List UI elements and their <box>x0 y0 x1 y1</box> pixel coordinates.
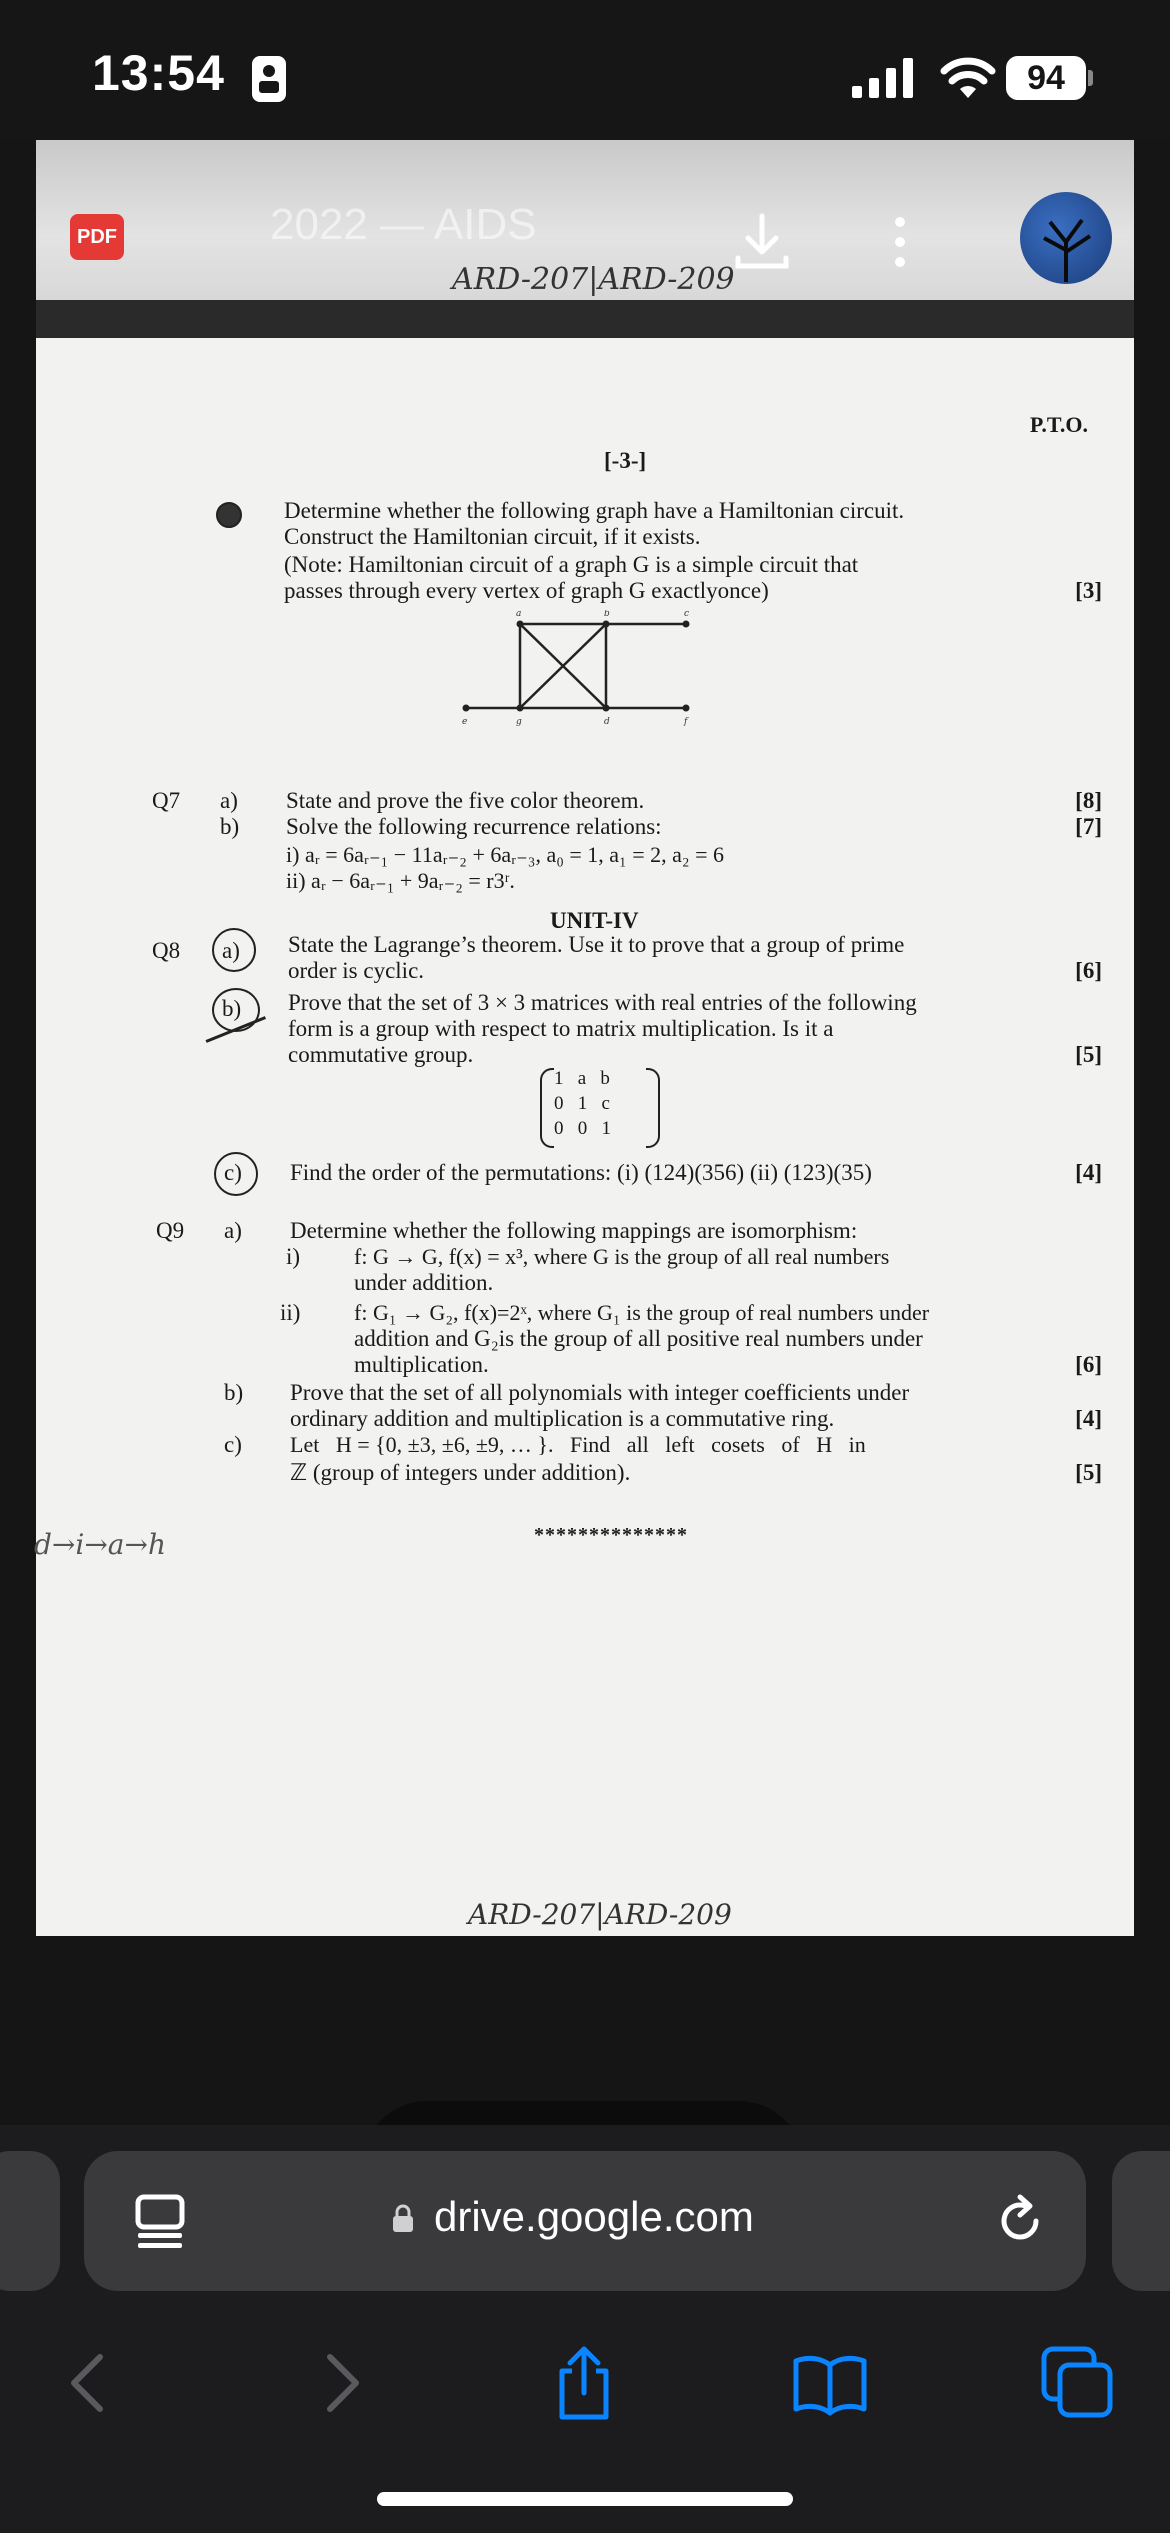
q6-line: passes through every vertex of graph G exactlyonce) <box>284 578 769 603</box>
q7-label: Q7 <box>152 788 181 813</box>
battery-level: 94 <box>1006 56 1086 100</box>
q7b-marks: [7] <box>1075 814 1102 839</box>
q8a-marks: [6] <box>1075 958 1102 983</box>
q9a-ii-line: f: G₁ → G₂, f(x)=2ˣ, where G₁ is the group of real numbers under <box>354 1300 930 1325</box>
share-icon[interactable] <box>544 2343 624 2423</box>
reload-icon[interactable] <box>990 2191 1050 2251</box>
q9a-i-line: f: G → G, f(x) = x³, where G is the group of all real numbers <box>354 1244 890 1269</box>
page-menu-icon[interactable] <box>134 2193 186 2249</box>
q7a-text: State and prove the five color theorem. <box>286 788 645 813</box>
q9-label: Q9 <box>156 1218 185 1243</box>
pdf-viewer[interactable] <box>0 140 1170 2125</box>
q8a-line: State the Lagrange’s theorem. Use it to prove that a group of prime <box>288 932 905 957</box>
graph-vertex-label: f <box>684 717 688 727</box>
q8a-line: order is cyclic. <box>288 958 425 983</box>
q8b-line: commutative group. <box>288 1042 474 1067</box>
matrix-row: 1 a b <box>554 1068 610 1089</box>
q7a-label: a) <box>220 788 238 813</box>
previous-tab-preview[interactable] <box>0 2151 60 2291</box>
q6-line: (Note: Hamiltonian circuit of a graph G is a simple circuit that <box>284 552 859 577</box>
q8c-text: Find the order of the permutations: (i) (124)(356) (ii) (123)(35) <box>290 1160 872 1185</box>
status-bar <box>0 0 1170 140</box>
q9c-line: ℤ (group of integers under addition). <box>290 1460 631 1485</box>
q9a-ii-line: addition and G₂is the group of all positive real numbers under <box>354 1326 923 1351</box>
pto-label: P.T.O. <box>1029 412 1088 437</box>
matrix-row: 0 1 c <box>554 1093 610 1114</box>
contact-card-icon <box>252 56 286 102</box>
q8b-line: form is a group with respect to matrix multiplication. Is it a <box>288 1016 834 1041</box>
hamiltonian-graph <box>456 610 716 730</box>
more-options-icon[interactable] <box>880 210 920 274</box>
q6-line: Determine whether the following graph have a Hamiltonian circuit. <box>284 498 905 523</box>
q8a-label: a) <box>222 938 240 963</box>
q9b-marks: [4] <box>1075 1406 1102 1431</box>
unit-heading: UNIT-IV <box>550 908 639 933</box>
photo-edge <box>36 300 1134 340</box>
q9c-marks: [5] <box>1075 1460 1102 1485</box>
q9c-label: c) <box>224 1432 242 1457</box>
graph-vertex-label: b <box>604 610 610 619</box>
q8-label: Q8 <box>152 938 181 963</box>
address-bar[interactable] <box>84 2151 1086 2291</box>
q7b-relation-i: i) aᵣ = 6aᵣ₋₁ − 11aᵣ₋₂ + 6aᵣ₋₃, a₀ = 1, a₁ = 2, a₂ = 6 <box>286 842 724 867</box>
q9b-label: b) <box>224 1380 244 1405</box>
q7b-label: b) <box>220 814 240 839</box>
graph-vertex-label: g <box>516 717 522 727</box>
q9a-marks: [6] <box>1075 1352 1102 1377</box>
next-tab-preview[interactable] <box>1112 2151 1170 2291</box>
question-bullet-icon <box>216 502 242 528</box>
q8b-marks: [5] <box>1075 1042 1102 1067</box>
q9b-line: ordinary addition and multiplication is a commutative ring. <box>290 1406 835 1431</box>
graph-vertex-label: c <box>684 610 690 619</box>
home-indicator[interactable] <box>377 2492 793 2506</box>
matrix-row: 0 0 1 <box>554 1118 611 1139</box>
q9a-label: a) <box>224 1218 242 1243</box>
lock-icon <box>392 2203 414 2233</box>
url-text[interactable]: drive.google.com <box>434 2193 754 2240</box>
q6-line: Construct the Hamiltonian circuit, if it exists. <box>284 524 701 549</box>
q7b-text: Solve the following recurrence relations: <box>286 814 662 839</box>
document-title: 2022 — AIDS <box>270 200 537 249</box>
graph-vertex-label: e <box>462 717 468 727</box>
q9b-line: Prove that the set of all polynomials with integer coefficients under <box>290 1380 910 1405</box>
pdf-file-icon: PDF <box>70 214 124 260</box>
tabs-icon[interactable] <box>1038 2343 1118 2423</box>
matrix <box>540 1068 660 1144</box>
q9a-ii-line: multiplication. <box>354 1352 489 1377</box>
handwritten-code-top: ARD-207|ARD-209 <box>452 262 735 297</box>
q9a-i-line: under addition. <box>354 1270 494 1295</box>
handwritten-code-bottom: ARD-207|ARD-209 <box>468 1898 732 1931</box>
browser-bottom-bar <box>0 2125 1170 2533</box>
q9a-i-label: i) <box>286 1244 301 1269</box>
back-icon[interactable] <box>50 2343 130 2423</box>
cellular-signal-icon <box>852 58 916 98</box>
download-icon[interactable] <box>730 210 794 274</box>
page-number: [-3-] <box>604 448 647 473</box>
tree-silhouette-icon <box>1020 192 1112 284</box>
q8b-label: b) <box>222 996 242 1021</box>
wifi-icon <box>940 56 996 100</box>
q6-marks: [3] <box>1075 578 1102 603</box>
account-avatar[interactable] <box>1020 192 1112 284</box>
q8b-line: Prove that the set of 3 × 3 matrices with real entries of the following <box>288 990 917 1015</box>
battery-tip <box>1088 70 1093 86</box>
graph-vertex-label: a <box>516 610 522 619</box>
q9c-line: Let H = {0, ±3, ±6, ±9, … }. Find all left cosets of H in <box>290 1432 866 1457</box>
document-page <box>36 338 1134 1936</box>
q7a-marks: [8] <box>1075 788 1102 813</box>
q7b-relation-ii: ii) aᵣ − 6aᵣ₋₁ + 9aᵣ₋₂ = r3ʳ. <box>286 868 515 893</box>
status-time: 13:54 <box>92 45 225 101</box>
q9a-ii-label: ii) <box>280 1300 301 1325</box>
bookmarks-icon[interactable] <box>790 2343 870 2423</box>
handwritten-note-left: d→i→a→h <box>34 1528 166 1561</box>
graph-vertex-label: d <box>604 717 610 727</box>
end-of-paper-stars: ************** <box>534 1524 688 1546</box>
q8c-marks: [4] <box>1075 1160 1102 1185</box>
q8c-label: c) <box>224 1160 242 1185</box>
q9a-text: Determine whether the following mappings are isomorphism: <box>290 1218 858 1243</box>
forward-icon[interactable] <box>300 2343 380 2423</box>
